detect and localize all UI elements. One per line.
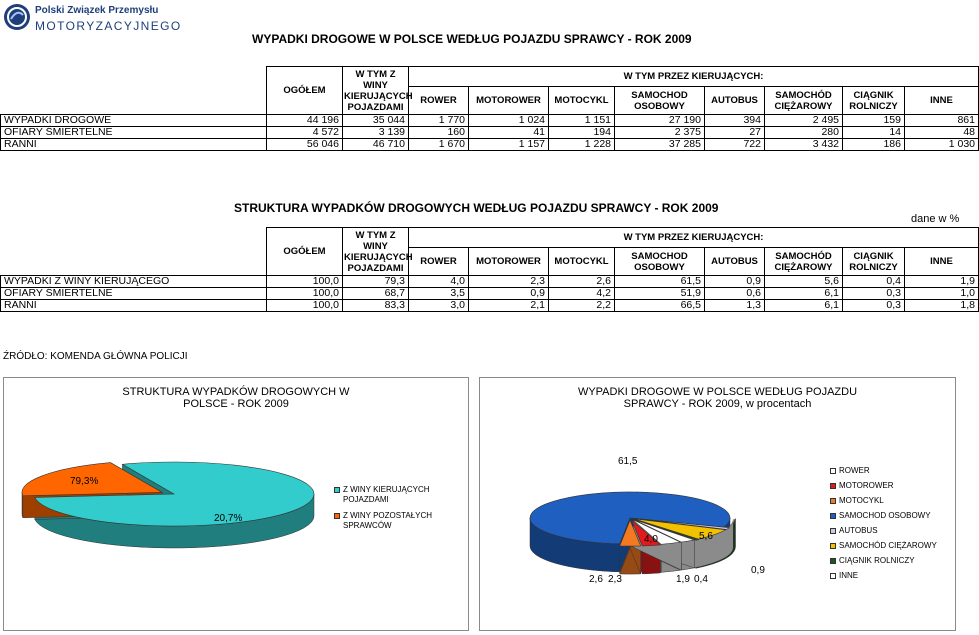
table-cell: 3,5 xyxy=(409,288,469,300)
table-cell: 44 196 xyxy=(267,115,343,127)
table-cell: 1 228 xyxy=(549,139,615,151)
table-row xyxy=(1,127,979,139)
table-cell: 14 xyxy=(843,127,905,139)
table-cell: 3 139 xyxy=(343,127,409,139)
legend-label: MOTOROWER xyxy=(839,481,894,490)
table-cell: 194 xyxy=(549,127,615,139)
legend-swatch xyxy=(830,513,836,519)
legend-label: SAMOCHÓD CIĘŻAROWY xyxy=(839,541,937,550)
header-vehicle: SAMOCHÓD CIĘŻAROWY xyxy=(765,87,843,115)
header-blank xyxy=(1,228,267,276)
row-label: RANNI xyxy=(1,300,267,312)
data-label: 1,9 xyxy=(676,574,690,585)
legend-item xyxy=(830,466,950,476)
row-label: WYPADKI DROGOWE xyxy=(1,115,267,127)
legend-label: CIĄGNIK ROLNICZY xyxy=(839,556,915,565)
header-drivers: W TYM Z WINY KIERUJĄCYCH POJAZDAMI xyxy=(344,68,413,113)
legend-item xyxy=(830,541,950,551)
chart-title: STRUKTURA WYPADKÓW DROGOWYCH W POLSCE - ROK 2009 xyxy=(122,386,350,410)
legend-item xyxy=(830,511,950,521)
legend-swatch xyxy=(830,573,836,579)
table-cell: 1,3 xyxy=(705,300,765,312)
header-vehicle: ROWER xyxy=(409,87,469,115)
header-vehicle: AUTOBUS xyxy=(705,248,765,276)
table-cell: 4 572 xyxy=(267,127,343,139)
header-vehicle: SAMOCHOD OSOBOWY xyxy=(615,87,705,115)
header-vehicle: MOTOCYKL xyxy=(549,248,615,276)
table-cell: 41 xyxy=(469,127,549,139)
data-label: 2,6 xyxy=(589,574,603,585)
header-total: OGÓŁEM xyxy=(267,67,343,115)
row-label: OFIARY ŚMIERTELNE xyxy=(1,127,267,139)
legend-item xyxy=(830,496,950,506)
legend-item xyxy=(830,571,950,581)
table-cell: 1 151 xyxy=(549,115,615,127)
table2-title: STRUKTURA WYPADKÓW DROGOWYCH WEDŁUG POJAZDU SPRAWCY - ROK 2009 xyxy=(234,201,719,215)
row-label: WYPADKI Z WINY KIERUJĄCEGO xyxy=(1,276,267,288)
table-cell: 0,3 xyxy=(843,288,905,300)
legend-label: AUTOBUS xyxy=(839,526,878,535)
table-header-row xyxy=(1,228,979,248)
table-cell: 722 xyxy=(705,139,765,151)
table-cell: 0,9 xyxy=(469,288,549,300)
table-cell: 61,5 xyxy=(615,276,705,288)
legend-swatch xyxy=(830,543,836,549)
legend-swatch xyxy=(334,513,340,519)
table-cell: 861 xyxy=(905,115,979,127)
table-cell: 4,0 xyxy=(409,276,469,288)
table-cell: 159 xyxy=(843,115,905,127)
chart-title: WYPADKI DROGOWE W POLSCE WEDŁUG POJAZDU SPRAWCY - ROK 2009, w procentach xyxy=(577,386,858,410)
structure-table xyxy=(0,227,979,312)
header-vehicle: MOTOROWER xyxy=(469,87,549,115)
table-cell: 1 770 xyxy=(409,115,469,127)
table-cell: 51,9 xyxy=(615,288,705,300)
table-cell: 100,0 xyxy=(267,300,343,312)
header-vehicle: AUTOBUS xyxy=(705,87,765,115)
table-row xyxy=(1,300,979,312)
header-vehicle: INNE xyxy=(905,87,979,115)
legend-swatch xyxy=(334,487,340,493)
logo-emblem-icon xyxy=(3,3,31,31)
row-label: RANNI xyxy=(1,139,267,151)
header-by-drivers: W TYM PRZEZ KIERUJĄCYCH: xyxy=(409,67,979,87)
table-cell: 27 190 xyxy=(615,115,705,127)
data-label: 79,3% xyxy=(70,476,99,487)
legend-label: SAMOCHOD OSOBOWY xyxy=(839,511,931,520)
table-cell: 394 xyxy=(705,115,765,127)
pzpm-logo xyxy=(3,3,182,37)
unit-note: dane w % xyxy=(911,213,960,225)
table-cell: 3,0 xyxy=(409,300,469,312)
table-cell: 27 xyxy=(705,127,765,139)
table-cell: 2,3 xyxy=(469,276,549,288)
table-cell: 2 375 xyxy=(615,127,705,139)
data-label: 5,6 xyxy=(699,531,713,542)
legend-item xyxy=(334,485,444,505)
table-cell: 1 157 xyxy=(469,139,549,151)
table-cell: 100,0 xyxy=(267,288,343,300)
data-label: 61,5 xyxy=(618,456,638,467)
legend-label: INNE xyxy=(839,571,859,580)
table-row xyxy=(1,288,979,300)
table-row xyxy=(1,139,979,151)
table-cell: 66,5 xyxy=(615,300,705,312)
table-cell: 2 495 xyxy=(765,115,843,127)
table-header-row xyxy=(1,67,979,87)
table-cell: 280 xyxy=(765,127,843,139)
legend-swatch xyxy=(830,558,836,564)
legend-label: Z WINY POZOSTAŁYCH SPRAWCÓW xyxy=(343,511,433,530)
header-vehicle: SAMOCHOD OSOBOWY xyxy=(615,248,705,276)
table-cell: 1,9 xyxy=(905,276,979,288)
table-cell: 46 710 xyxy=(343,139,409,151)
legend-label: MOTOCYKL xyxy=(839,496,884,505)
table-row xyxy=(1,115,979,127)
legend-label: ROWER xyxy=(839,466,870,475)
table-cell: 186 xyxy=(843,139,905,151)
table-cell: 1 030 xyxy=(905,139,979,151)
header-vehicle: CIĄGNIK ROLNICZY xyxy=(843,248,905,276)
table-cell: 68,7 xyxy=(343,288,409,300)
data-label: 20,7% xyxy=(214,513,243,524)
table-cell: 48 xyxy=(905,127,979,139)
table-cell: 160 xyxy=(409,127,469,139)
table-cell: 2,2 xyxy=(549,300,615,312)
table-cell: 2,1 xyxy=(469,300,549,312)
table-cell: 1,8 xyxy=(905,300,979,312)
legend-label: Z WINY KIERUJĄCYCH POJAZDAMI xyxy=(343,485,430,504)
legend-swatch xyxy=(830,528,836,534)
table-cell: 6,1 xyxy=(765,288,843,300)
source-note: ŹRÓDŁO: KOMENDA GŁÓWNA POLICJI xyxy=(3,351,188,362)
legend-swatch xyxy=(830,483,836,489)
table-cell: 5,6 xyxy=(765,276,843,288)
header-vehicle: MOTOROWER xyxy=(469,248,549,276)
table-cell: 0,3 xyxy=(843,300,905,312)
table-cell: 0,9 xyxy=(705,276,765,288)
table-cell: 83,3 xyxy=(343,300,409,312)
table-cell: 1 024 xyxy=(469,115,549,127)
header-vehicle: MOTOCYKL xyxy=(549,87,615,115)
structure-pie-chart xyxy=(3,377,469,631)
header-by-drivers: W TYM PRZEZ KIERUJĄCYCH: xyxy=(409,228,979,248)
table-cell: 0,6 xyxy=(705,288,765,300)
table-cell: 1,0 xyxy=(905,288,979,300)
header-vehicle: CIĄGNIK ROLNICZY xyxy=(843,87,905,115)
legend-swatch xyxy=(830,468,836,474)
table-cell: 3 432 xyxy=(765,139,843,151)
table-cell: 56 046 xyxy=(267,139,343,151)
table-cell: 37 285 xyxy=(615,139,705,151)
table-cell: 1 670 xyxy=(409,139,469,151)
legend-swatch xyxy=(830,498,836,504)
table-cell: 100,0 xyxy=(267,276,343,288)
header-vehicle: SAMOCHÓD CIĘŻAROWY xyxy=(765,248,843,276)
table-cell: 0,4 xyxy=(843,276,905,288)
header-vehicle: INNE xyxy=(905,248,979,276)
data-label: 0,9 xyxy=(751,565,765,576)
legend-item xyxy=(830,556,950,566)
header-vehicle: ROWER xyxy=(409,248,469,276)
table-cell: 2,6 xyxy=(549,276,615,288)
header-blank xyxy=(1,67,267,115)
pie-svg xyxy=(4,378,470,632)
header-drivers: W TYM Z WINY KIERUJĄCYCH POJAZDAMI xyxy=(344,229,413,274)
data-label: 4,0 xyxy=(644,534,658,545)
table-cell: 35 044 xyxy=(343,115,409,127)
accidents-table xyxy=(0,66,979,151)
legend-item xyxy=(334,511,444,531)
legend-item xyxy=(830,481,950,491)
vehicle-pie-chart xyxy=(479,377,956,631)
row-label: OFIARY ŚMIERTELNE xyxy=(1,288,267,300)
header-total: OGÓŁEM xyxy=(267,228,343,276)
table-cell: 4,2 xyxy=(549,288,615,300)
legend-item xyxy=(830,526,950,536)
table-row xyxy=(1,276,979,288)
logo-text-line1: Polski Związek Przemysłu xyxy=(35,5,159,16)
data-label: 2,3 xyxy=(608,574,622,585)
logo-text-line2: MOTORYZACYJNEGO xyxy=(35,19,182,33)
table-cell: 79,3 xyxy=(343,276,409,288)
data-label: 0,4 xyxy=(694,574,708,585)
table1-title: WYPADKI DROGOWE W POLSCE WEDŁUG POJAZDU SPRAWCY - ROK 2009 xyxy=(252,32,692,46)
table-cell: 6,1 xyxy=(765,300,843,312)
